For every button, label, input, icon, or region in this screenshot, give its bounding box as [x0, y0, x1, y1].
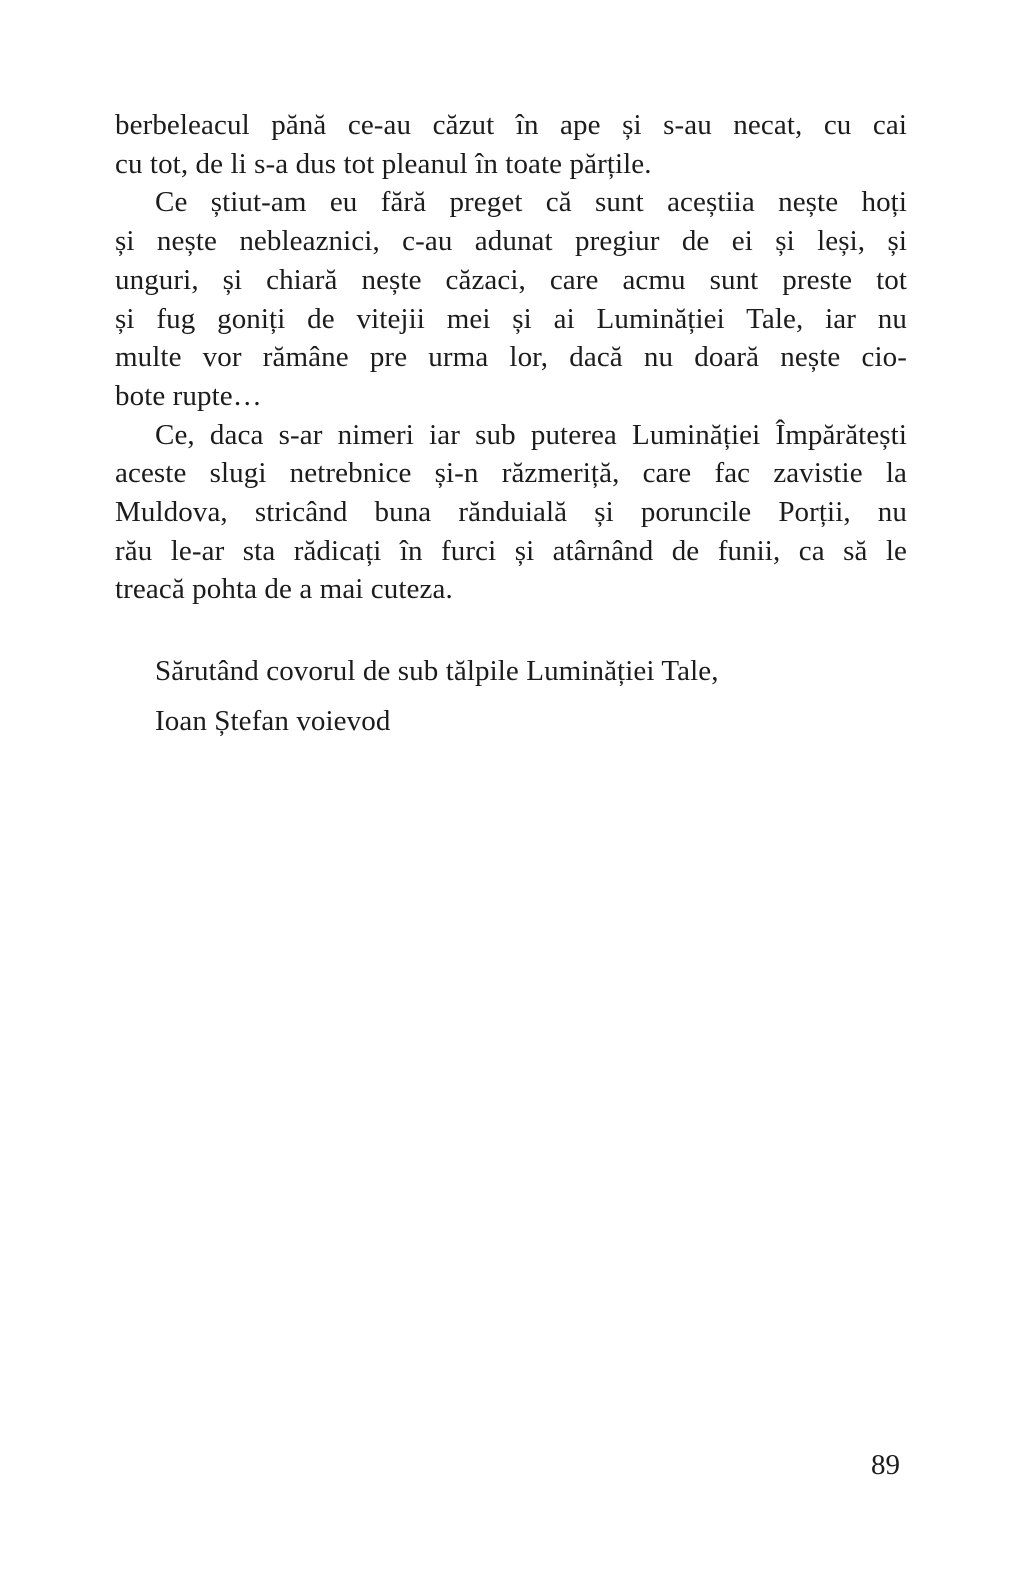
closing-salutation: Sărutând covorul de sub tălpile Luminăției Tale,	[155, 655, 719, 688]
paragraph	[115, 416, 907, 610]
text-line: aceste slugi netrebnice și-n răzmeriță, care fac zavistie la	[115, 457, 907, 490]
signature: Ioan Ștefan voievod	[155, 704, 391, 737]
text-line: și nește nebleaznici, c-au adunat pregiur de ei și leși, și	[115, 225, 907, 258]
text-line: Ce știut-am eu fără preget că sunt aceștiia nește hoți	[155, 186, 907, 219]
letter-closing	[115, 652, 907, 740]
paragraph	[115, 106, 907, 183]
text-line: berbeleacul pănă ce-au căzut în ape și s-au necat, cu cai	[115, 109, 907, 141]
text-line: și fug goniți de vitejii mei și ai Luminăției Tale, iar nu	[115, 302, 907, 335]
text-line: rău le-ar sta rădicați în furci și atârnând de funii, ca să le	[115, 534, 907, 567]
text-line: multe vor rămâne pre urma lor, dacă nu doară nește cio-	[115, 341, 907, 374]
text-line: Ce, daca s-ar nimeri iar sub puterea Luminăției Împărătești	[155, 418, 907, 451]
page-number: 89	[871, 1449, 900, 1481]
text-line: Muldova, stricând buna rănduială și poruncile Porții, nu	[115, 496, 907, 529]
text-line: bote rupte…	[115, 379, 262, 412]
text-line: treacă pohta de a mai cuteza.	[115, 573, 453, 606]
text-line: cu tot, de li s-a dus tot pleanul în toate părțile.	[115, 147, 652, 180]
paragraph	[115, 183, 907, 415]
body-text	[115, 106, 907, 741]
text-line: unguri, și chiară nește căzaci, care acmu sunt preste tot	[115, 263, 907, 296]
